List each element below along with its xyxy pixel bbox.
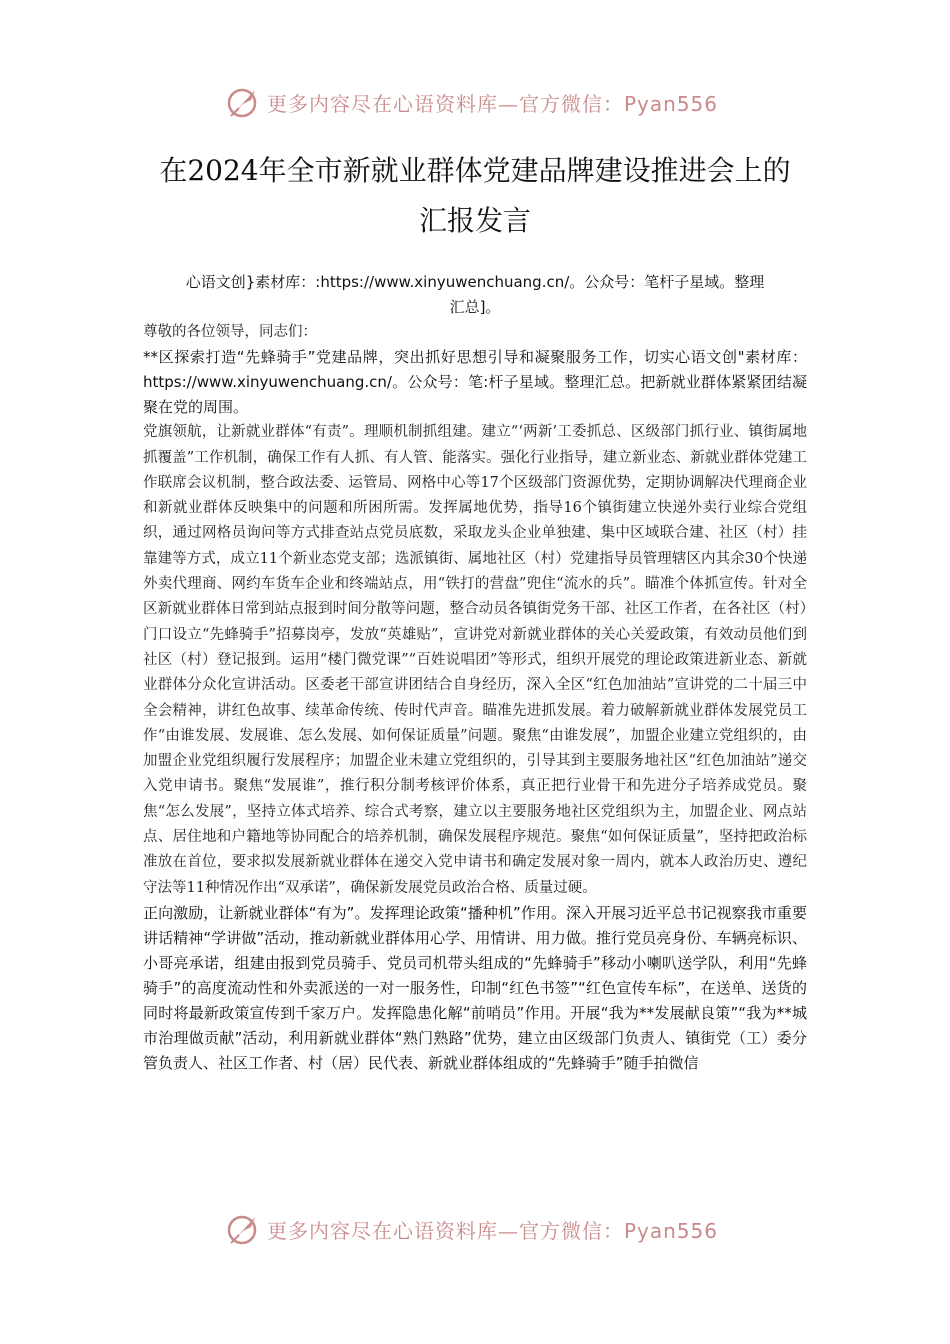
source-line-2: 汇总]。 — [449, 298, 501, 316]
banner-text: 更多内容尽在心语资料库—官方微信：Pyan556 — [267, 91, 719, 116]
header-banner — [225, 80, 725, 124]
banner-text: 更多内容尽在心语资料库—官方微信：Pyan556 — [267, 1218, 719, 1243]
banner-wechat-id: Pyan556 — [624, 91, 719, 116]
paragraph-2: 正向激励，让新就业群体“有为”。发挥理论政策“播种机”作用。深入开展习近平总书记视察我市重要讲话精神“学讲做”活动，推动新就业群体用心学、用情讲、用力做。推行党员亮身份、车辆亮标识、小哥亮承诺，组建由报到党员骑手、党员司机带头组成的“先蜂骑手”移动小喇叭送学队，利用“先蜂骑手”的高度流动性和外卖派送的一对一服务性，印制“红色书签”“红色宣传车标”，在送单、送货的同时将最新政策宣传到千家万户。发挥隐患化解“前哨员”作用。开展“我为**发展献良策”“我为**城市治理做贡献”活动，利用新就业群体“熟门熟路”优势，建立由区级部门负责人、镇街党（工）委分管负责人、社区工作者、村（居）民代表、新就业群体组成的“先蜂骑手”随手拍微信 — [143, 903, 807, 1072]
title-line-2: 汇报发言 — [418, 204, 531, 237]
banner-wechat-id: Pyan556 — [624, 1218, 719, 1243]
source-note — [130, 270, 820, 320]
footer-banner — [225, 1207, 725, 1251]
intro-paragraph: **区探索打造“先蜂骑手”党建品牌，突出抓好思想引导和凝聚服务工作，切实心语文创"素材库：https://www.xinyuwenchuang.cn/。公众号：笔:杆子星域。整理汇总。把新就业群体紧紧团结凝聚在党的周围。 — [143, 348, 807, 417]
quill-logo-icon — [225, 84, 261, 120]
page-title — [100, 146, 850, 246]
document-body — [143, 320, 807, 1076]
title-line-1: 在2024年全市新就业群体党建品牌建设推进会上的 — [159, 154, 791, 187]
paragraph-1: 党旗领航，让新就业群体“有责”。理顺机制抓组建。建立“‘两新’工委抓总、区级部门抓行业、镇街属地抓覆盖”工作机制，确保工作有人抓、有人管、能落实。强化行业指导，建立新业态、新就业群体党建工作联席会议机制，整合政法委、运管局、网格中心等17个区级部门资源优势，定期协调解决代理商企业和新就业群体反映集中的问题和所困所需。发挥属地优势，指导16个镇街建立快递外卖行业综合党组织，通过网格员询问等方式排查站点党员底数，采取龙头企业单独建、集中区域联合建、社区（村）挂靠建等方式，成立11个新业态党支部；选派镇街、属地社区（村）党建指导员管理辖区内其余30个快递外卖代理商、网约车货车企业和终端站点，用“铁打的营盘”兜住“流水的兵”。瞄准个体抓宣传。针对全区新就业群体日常到站点报到时间分散等问题，整合动员各镇街党务干部、社区工作者，在各社区（村）门口设立“先蜂骑手”招募岗亭，发放“英雄贴”，宣讲党对新就业群体的关心关爱政策，有效动员他们到社区（村）登记报到。运用“楼门微党课”“百姓说唱团”等形式，组织开展党的理论政策进新业态、新就业群体分众化宣讲活动。区委老干部宣讲团结合自身经历，深入全区“红色加油站”宣讲党的二十届三中全会精神，讲红色故事、续革命传统、传时代声音。瞄准先进抓发展。着力破解新就业群体发展党员工作“由谁发展、发展谁、怎么发展、如何保证质量”问题。聚焦“由谁发展”，加盟企业建立党组织的，由加盟企业党组织履行发展程序；加盟企业未建立党组织的，引导其到主要服务地社区“红色加油站”递交入党申请书。聚焦“发展谁”，推行积分制考核评价体系，真正把行业骨干和先进分子培养成党员。聚焦“怎么发展”，坚持立体式培养、综合式考察，建立以主要服务地社区党组织为主，加盟企业、网点站点、居住地和户籍地等协同配合的培养机制，确保发展程序规范。聚焦“如何保证质量”，坚持把政治标准放在首位，要求拟发展新就业群体在递交入党申请书和确定发展对象一周内，就本人政治历史、遵纪守法等11种情况作出“双承诺”，确保新发展党员政治合格、质量过硬。 — [143, 424, 807, 896]
source-line-1: 心语文创}素材库：:https://www.xinyuwenchuang.cn/。公众号：笔杆子星域。整理 — [185, 273, 765, 291]
salutation: 尊敬的各位领导，同志们： — [143, 324, 317, 340]
quill-logo-icon — [225, 1211, 261, 1247]
